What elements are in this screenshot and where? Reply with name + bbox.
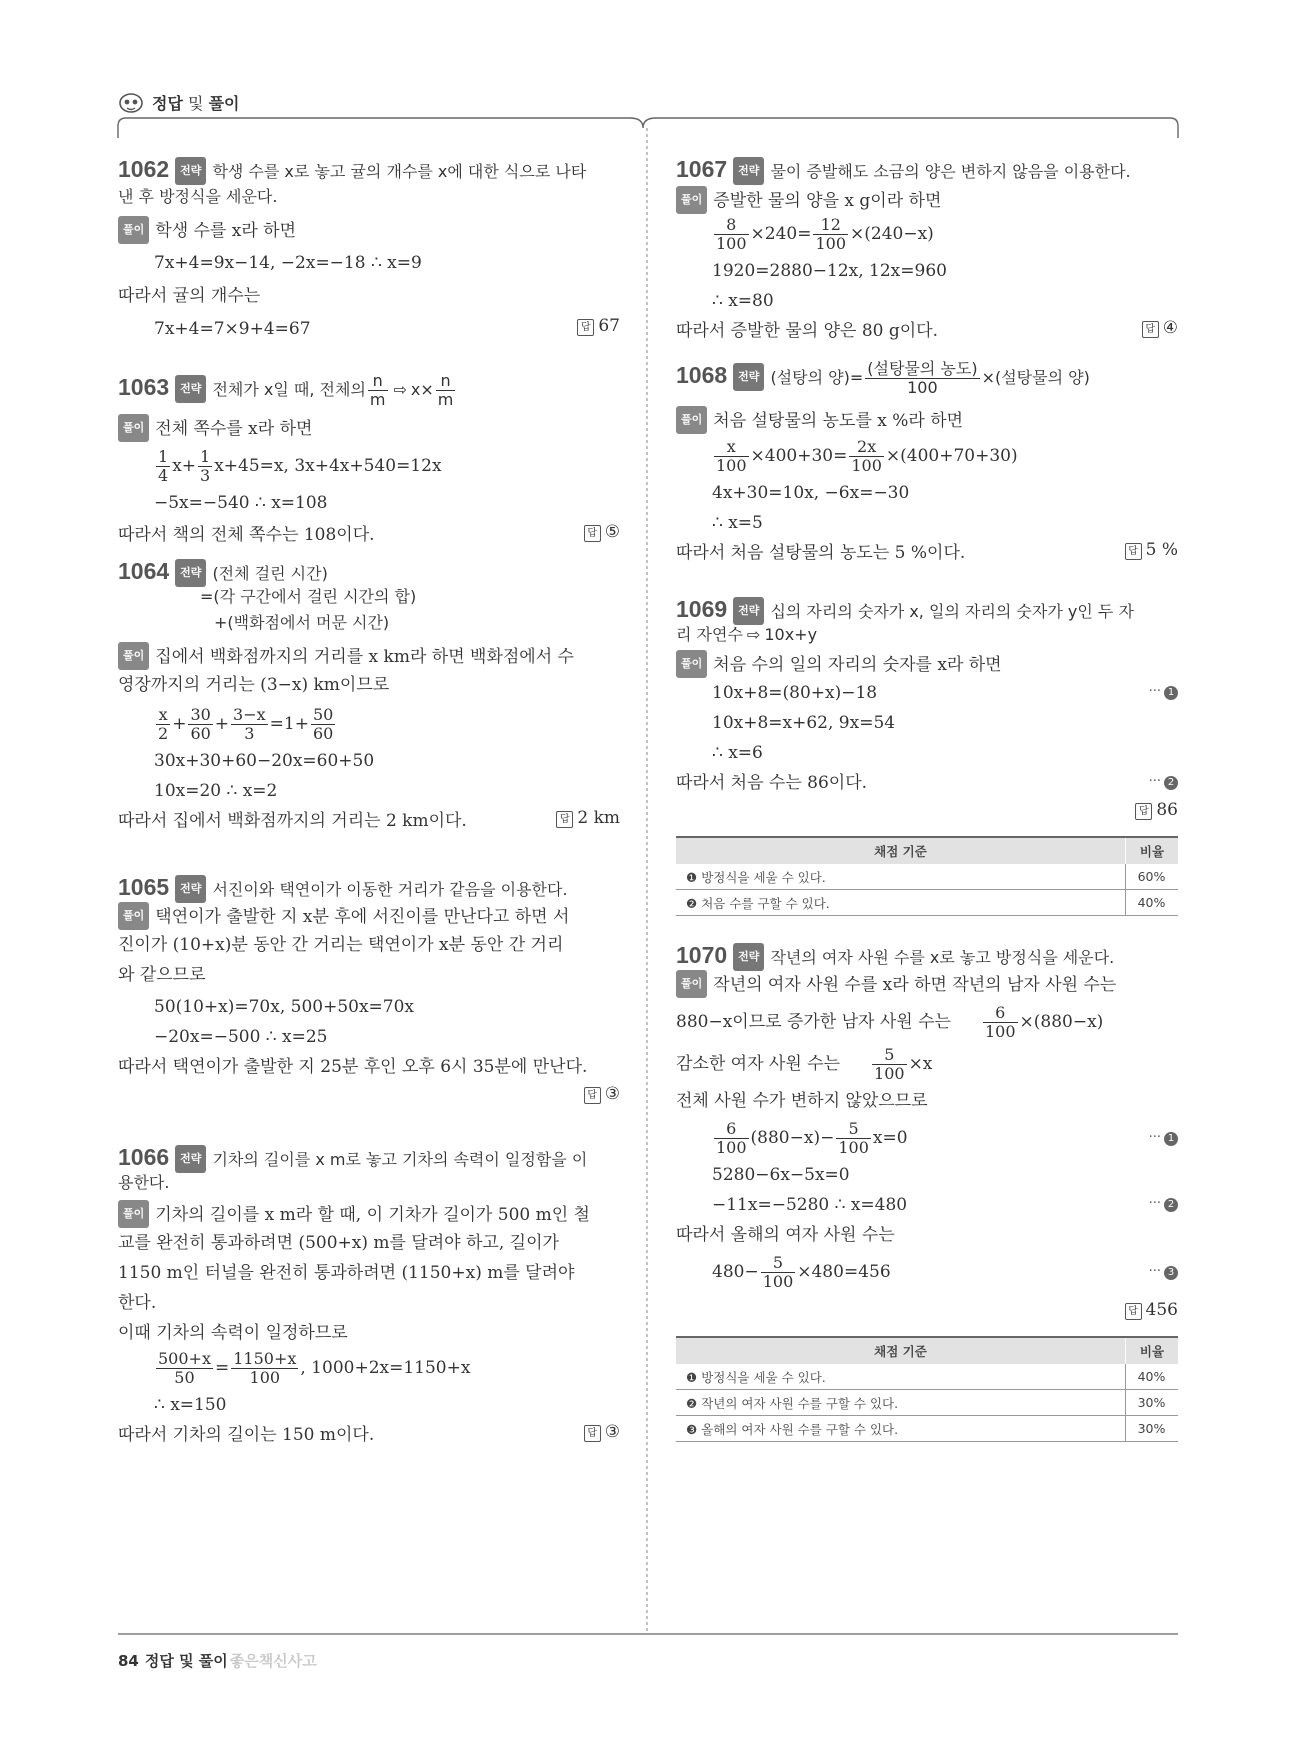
step-marker-2: ··· 2: [1149, 774, 1178, 790]
answer-1070: 답 456: [1125, 1300, 1178, 1320]
step-marker-1: ··· 1: [1149, 1130, 1178, 1146]
step-marker-3: ··· 3: [1149, 1264, 1178, 1280]
page-number: 84: [118, 1651, 139, 1670]
header-title: 정답 및 풀이: [152, 93, 240, 113]
table-row: ❷ 처음 수를 구할 수 있다. 40%: [676, 890, 1178, 916]
grading-table-1070: 채점 기준 비율 ❶ 방정식을 세울 수 있다. 40% ❷ 작년의 여자 사원 수를 구할 수 있다. 30% ❸ 올해의 여자 사원 수를 구할 수 있다. 30%: [676, 1336, 1178, 1442]
table-row: ❷ 작년의 여자 사원 수를 구할 수 있다. 30%: [676, 1390, 1178, 1416]
step-marker-1: ··· 1: [1149, 684, 1178, 700]
footer-title: 정답 및 풀이: [144, 1652, 228, 1670]
table-row: ❸ 올해의 여자 사원 수를 구할 수 있다. 30%: [676, 1416, 1178, 1442]
answer-1067: 답 ④: [1142, 318, 1178, 338]
table-row: ❶ 방정식을 세울 수 있다. 40%: [676, 1364, 1178, 1390]
step-marker-2: ··· 2: [1149, 1196, 1178, 1212]
answer-1068: 답 5 %: [1125, 540, 1178, 560]
table-row: ❶ 방정식을 세울 수 있다. 60%: [676, 864, 1178, 890]
answer-1066: 답 ③: [584, 1422, 620, 1442]
page-footer: [118, 1650, 317, 1671]
answer-1065: 답 ③: [584, 1084, 620, 1104]
answer-1064: 답 2 km: [556, 808, 620, 828]
answer-1062: 답 67: [577, 316, 620, 336]
grading-table-1069: 채점 기준 비율 ❶ 방정식을 세울 수 있다. 60% ❷ 처음 수를 구할 수 있다. 40%: [676, 836, 1178, 916]
answer-1063: 답 ⑤: [584, 522, 620, 542]
footer-watermark: 좋은책신사고: [229, 1652, 317, 1670]
answer-1069: 답 86: [1135, 800, 1178, 820]
